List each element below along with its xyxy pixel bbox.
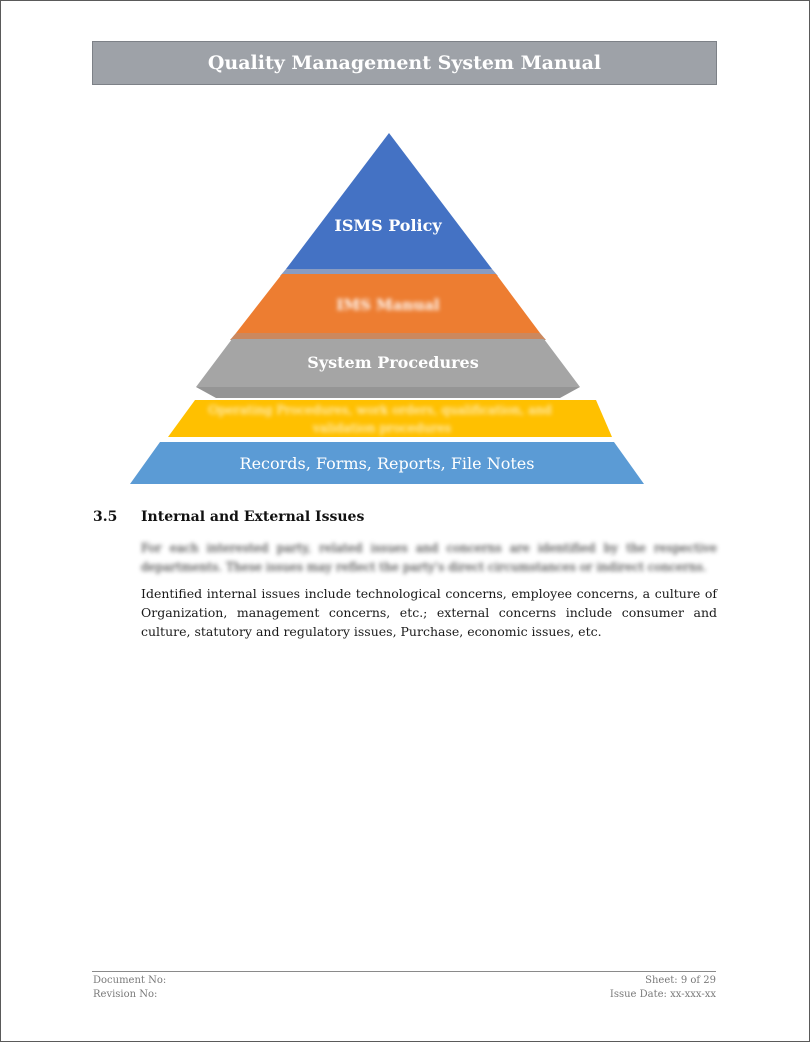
pyramid-tier-procedures-label: System Procedures xyxy=(307,353,479,372)
pyramid-tier-separator xyxy=(196,387,580,398)
footer-divider xyxy=(92,971,716,972)
footer-document-no: Document No: xyxy=(93,975,167,986)
pyramid-tier-operating-label-line2: validation procedures xyxy=(312,420,452,435)
pyramid-tier-separator xyxy=(230,333,546,340)
pyramid-tier-policy-label: ISMS Policy xyxy=(334,216,442,235)
footer-issue-date: Issue Date: xx-xxx-xx xyxy=(609,989,716,1000)
document-title: Quality Management System Manual xyxy=(207,52,602,74)
pyramid-tier-records-label: Records, Forms, Reports, File Notes xyxy=(239,454,535,473)
paragraph-interested-parties: For each interested party, related issues and concerns are identified by the respective departments. These issues may reflect the party's direct circumstances or indirect concerns. xyxy=(141,541,717,574)
document-hierarchy-pyramid xyxy=(0,0,810,500)
pyramid-tier-operating-label-line1: Operating Procedures, work orders, qualification, and xyxy=(208,402,552,417)
footer-sheet: Sheet: 9 of 29 xyxy=(645,975,716,986)
pyramid-tier-manual-label: IMS Manual xyxy=(336,296,440,314)
section-number: 3.5 xyxy=(93,509,118,525)
paragraph-identified-issues: Identified internal issues include technological concerns, employee concerns, a culture of Organization, management concerns, etc.; external concerns include consumer and culture, statutory and regulatory issues, Purchase, economic issues, etc. xyxy=(141,586,717,639)
section-internal-external-issues xyxy=(93,509,717,641)
footer-revision-no: Revision No: xyxy=(93,989,158,1000)
section-title: Internal and External Issues xyxy=(141,509,365,525)
section-heading xyxy=(93,509,717,529)
pyramid-tier-policy xyxy=(286,133,492,269)
